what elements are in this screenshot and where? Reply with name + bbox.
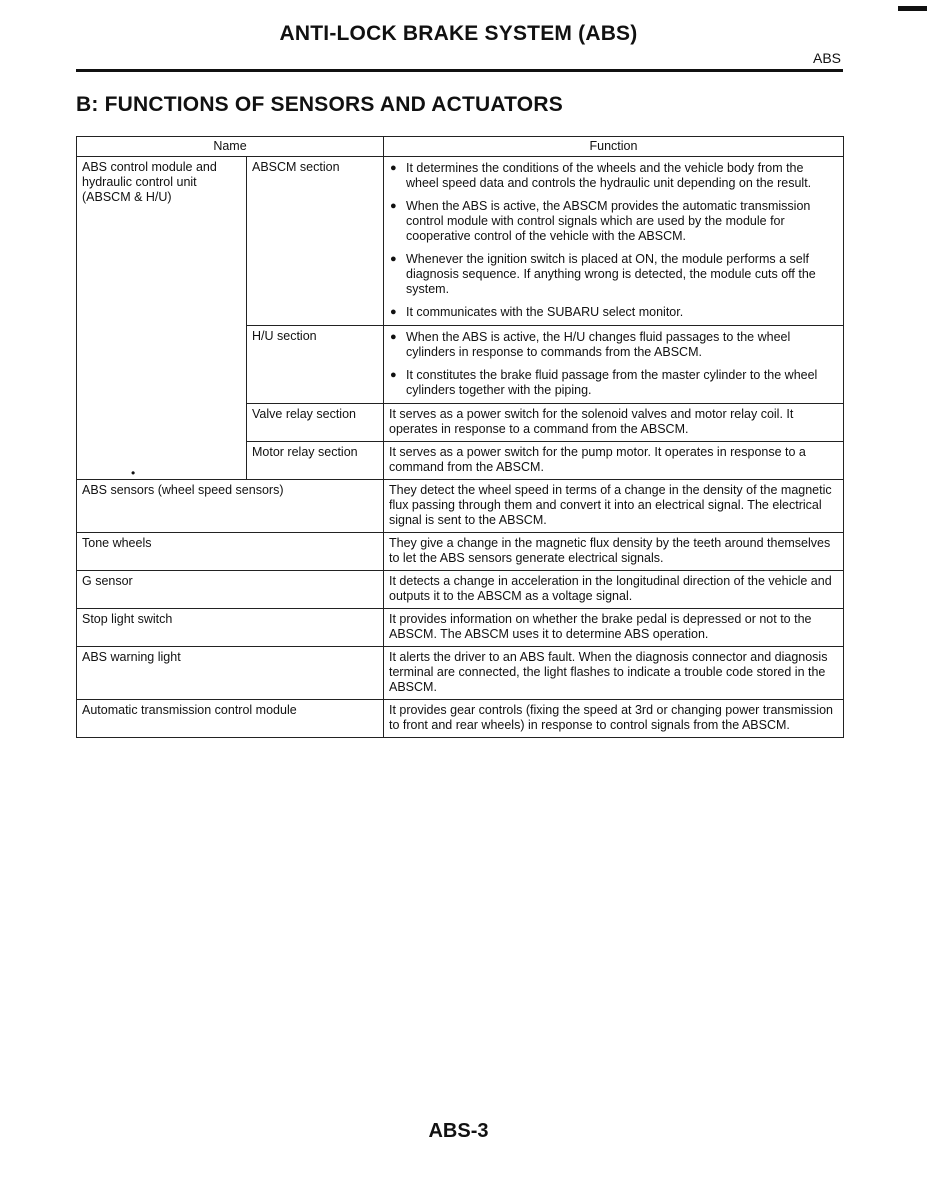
page-number: ABS-3 <box>428 1120 489 1142</box>
table-row <box>77 533 844 571</box>
table-header-row <box>77 137 844 157</box>
header-rule <box>76 69 843 72</box>
module-name: ABS control module and hydraulic control unit (ABSCM & H/U) <box>82 160 217 204</box>
table-row <box>77 480 844 533</box>
function-cell <box>384 326 844 404</box>
function-cell: It detects a change in acceleration in the longitudinal direction of the vehicle and outputs it to the ABSCM as a voltage signal. <box>384 571 844 609</box>
name-cell: Tone wheels <box>77 533 384 571</box>
table-row <box>77 157 844 326</box>
part-name-cell: Valve relay section <box>247 404 384 442</box>
stray-dot-mark: • <box>131 466 136 480</box>
table-row <box>77 647 844 700</box>
section-heading: B: FUNCTIONS OF SENSORS AND ACTUATORS <box>76 93 563 116</box>
list-item: ● Whenever the ignition switch is placed at ON, the module performs a self diagnosis sequence. If anything wrong is detected, the module cuts off the system. <box>390 252 816 296</box>
table-row <box>77 609 844 647</box>
bullet-icon: ● <box>390 369 397 381</box>
part-name-cell: H/U section <box>247 326 384 404</box>
table-row <box>77 700 844 738</box>
section-code: ABS <box>812 50 841 66</box>
function-list <box>389 161 838 320</box>
corner-mark <box>898 6 927 11</box>
function-cell: It provides gear controls (fixing the speed at 3rd or changing power transmission to front and rear wheels) in response to control signals from the ABSCM. <box>384 700 844 738</box>
function-cell <box>384 157 844 326</box>
bullet-icon: ● <box>390 253 397 265</box>
bullet-icon: ● <box>390 331 397 343</box>
function-list <box>389 330 838 398</box>
bullet-icon: ● <box>390 200 397 212</box>
bullet-icon: ● <box>390 306 397 318</box>
column-header-function: Function <box>384 137 844 157</box>
list-item: ● When the ABS is active, the ABSCM provides the automatic transmission control module with control signals which are used by the module for cooperative control of the vehicle with the ABSCM. <box>390 199 811 243</box>
name-cell: ABS sensors (wheel speed sensors) <box>77 480 384 533</box>
function-cell: They give a change in the magnetic flux density by the teeth around themselves to let the ABS sensors generate electrical signals. <box>384 533 844 571</box>
function-cell: It provides information on whether the brake pedal is depressed or not to the ABSCM. The ABSCM uses it to determine ABS operation. <box>384 609 844 647</box>
name-cell: Automatic transmission control module <box>77 700 384 738</box>
functions-table <box>76 136 844 738</box>
function-cell: It serves as a power switch for the pump motor. It operates in response to a command from the ABSCM. <box>384 442 844 480</box>
list-item: ● It determines the conditions of the wheels and the vehicle body from the wheel speed data and controls the hydraulic unit depending on the result. <box>390 161 812 190</box>
function-cell: It serves as a power switch for the solenoid valves and motor relay coil. It operates in response to a command from the ABSCM. <box>384 404 844 442</box>
column-header-name: Name <box>77 137 384 157</box>
part-name-cell: Motor relay section <box>247 442 384 480</box>
page-header-title: ANTI-LOCK BRAKE SYSTEM (ABS) <box>279 22 638 45</box>
list-item: ● It constitutes the brake fluid passage from the master cylinder to the wheel cylinders together with the piping. <box>390 368 818 397</box>
function-cell: It alerts the driver to an ABS fault. When the diagnosis connector and diagnosis terminal are connected, the light flashes to indicate a trouble code stored in the ABSCM. <box>384 647 844 700</box>
table-row <box>77 571 844 609</box>
part-name-cell: ABSCM section <box>247 157 384 326</box>
function-cell: They detect the wheel speed in terms of a change in the density of the magnetic flux passing through them and convert it into an electrical signal. The electrical signal is sent to the ABSCM. <box>384 480 844 533</box>
list-item: ● When the ABS is active, the H/U changes fluid passages to the wheel cylinders in response to commands from the ABSCM. <box>390 330 791 359</box>
name-cell: G sensor <box>77 571 384 609</box>
name-cell: Stop light switch <box>77 609 384 647</box>
list-item: ● It communicates with the SUBARU select monitor. <box>390 305 684 319</box>
name-cell: ABS warning light <box>77 647 384 700</box>
module-name-cell <box>77 157 247 480</box>
bullet-icon: ● <box>390 162 397 174</box>
